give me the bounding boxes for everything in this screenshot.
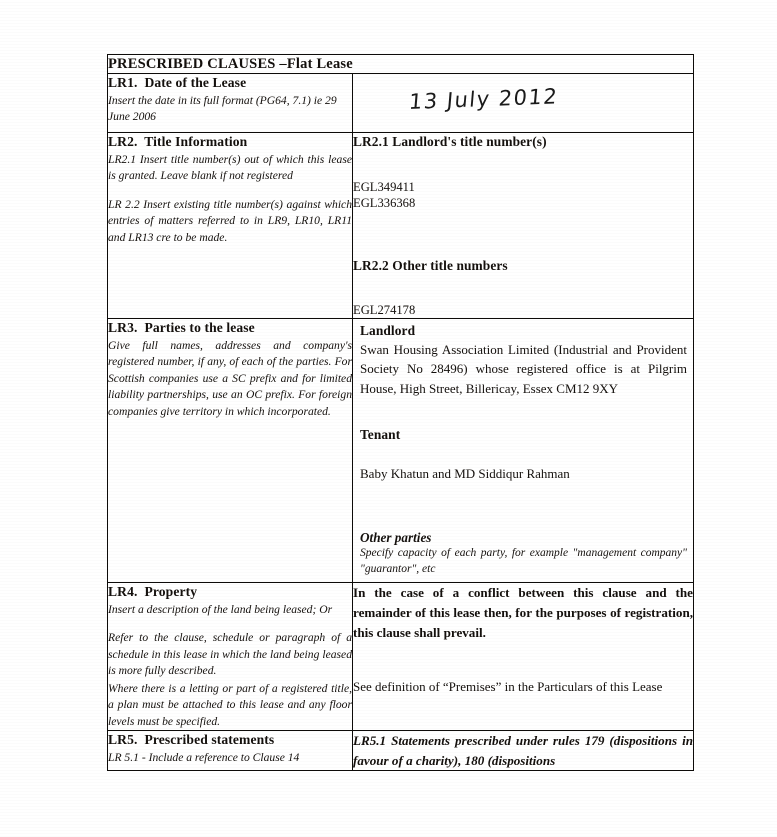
lr2-2-spacer (353, 211, 693, 257)
lr4-note-3: Where there is a letting or part of a registered title, a plan must be attached to this lease and any floor levels must be specified. (108, 681, 352, 728)
lr5-heading: LR5. Prescribed statements (108, 732, 275, 748)
lease-date-handwritten-value: 13 July 2012 (407, 84, 560, 115)
lr1-left-cell (108, 74, 353, 133)
lr4-right-cell (353, 583, 694, 731)
tenant-details: Baby Khatun and MD Siddiqur Rahman (360, 465, 570, 481)
tenant-heading: Tenant (360, 427, 401, 443)
lr1-note: Insert the date in its full format (PG64, 7.1) ie 29 June 2006 (108, 93, 337, 124)
table-row-lr4 (108, 583, 694, 731)
lr2-1-heading: LR2.1 Landlord's title number(s) (353, 134, 547, 150)
lr5-1-statement: LR5.1 Statements prescribed under rules 179 (dispositions in favour of a charity), 180 (dispositions (353, 733, 693, 768)
lr4-note-2: Refer to the clause, schedule or paragraph of a schedule in this lease in which the land being leased is more fully described. (108, 631, 352, 678)
lr5-right-cell (353, 731, 694, 771)
prescribed-clauses-table (107, 54, 694, 771)
landlord-title-number-1: EGL349411 (353, 179, 415, 194)
other-parties-spacer (360, 483, 687, 529)
lr1-heading: LR1. Date of the Lease (108, 75, 247, 91)
table-row-lr5 (108, 731, 694, 771)
lr3-right-inner (353, 319, 693, 582)
page-title: PRESCRIBED CLAUSES –Flat Lease (108, 55, 694, 74)
other-parties-note: Specify capacity of each party, for example "management company" "guarantor", etc (360, 547, 687, 575)
lr2-right-cell (353, 133, 694, 319)
tenant-spacer (360, 398, 687, 426)
conflict-prevail-statement: In the case of a conflict between this clause and the remainder of this lease then, for the purposes of registration, this clause shall prevail. (353, 585, 693, 641)
premises-definition-reference: See definition of “Premises” in the Particulars of this Lease (353, 679, 663, 694)
table-row-lr3 (108, 319, 694, 583)
lr2-note-gap (108, 185, 352, 196)
table-row-lr2 (108, 133, 694, 319)
lr5-left-cell (108, 731, 353, 771)
other-title-number-1: EGL274178 (353, 303, 416, 318)
landlord-title-number-2: EGL336368 (353, 195, 416, 210)
lr2-2-value-spacer (353, 274, 693, 302)
lr3-note-1: Give full names, addresses and company's registered number, if any, of each of the parties. For Scottish companies use a SC prefix and for limited liability partnerships, use an OC prefix. For foreign companies give territory in which incorporated. (108, 338, 352, 418)
lr4-note-1: Insert a description of the land being leased; Or (108, 603, 333, 616)
lr2-note-1: LR2.1 Insert title number(s) out of which this lease is granted. Leave blank if not registered (108, 152, 352, 183)
lr2-2-heading: LR2.2 Other title numbers (353, 257, 508, 273)
lr2-heading: LR2. Title Information (108, 134, 248, 150)
tenant-body-spacer (360, 444, 687, 464)
lr4-heading: LR4. Property (108, 584, 198, 600)
table-row-header (108, 55, 694, 74)
lr5-note-1: LR 5.1 - Include a reference to Clause 14 (108, 750, 300, 764)
lr1-right-cell (353, 74, 694, 133)
lr1-date-handwritten-wrap (353, 74, 693, 132)
lr2-left-cell (108, 133, 353, 319)
table-row-lr1 (108, 74, 694, 133)
lr4-definition-spacer (353, 643, 693, 677)
lr4-left-cell (108, 583, 353, 731)
lr3-heading: LR3. Parties to the lease (108, 320, 255, 336)
lr4-note-gap (108, 618, 352, 629)
lr3-right-cell (353, 319, 694, 583)
landlord-details: Swan Housing Association Limited (Industrial and Provident Society No 28496) whose registered office is at Pilgrim House, High Street, Billericay, Essex CM12 9XY (360, 341, 687, 396)
lr2-note-2: LR 2.2 Insert existing title number(s) against which entries of matters referred to in LR9, LR10, LR11 and LR13 cre to be made. (108, 197, 352, 244)
landlord-heading: Landlord (360, 323, 416, 339)
other-parties-heading: Other parties (360, 530, 432, 546)
lr2-1-spacer (353, 151, 693, 179)
lr3-left-cell (108, 319, 353, 583)
